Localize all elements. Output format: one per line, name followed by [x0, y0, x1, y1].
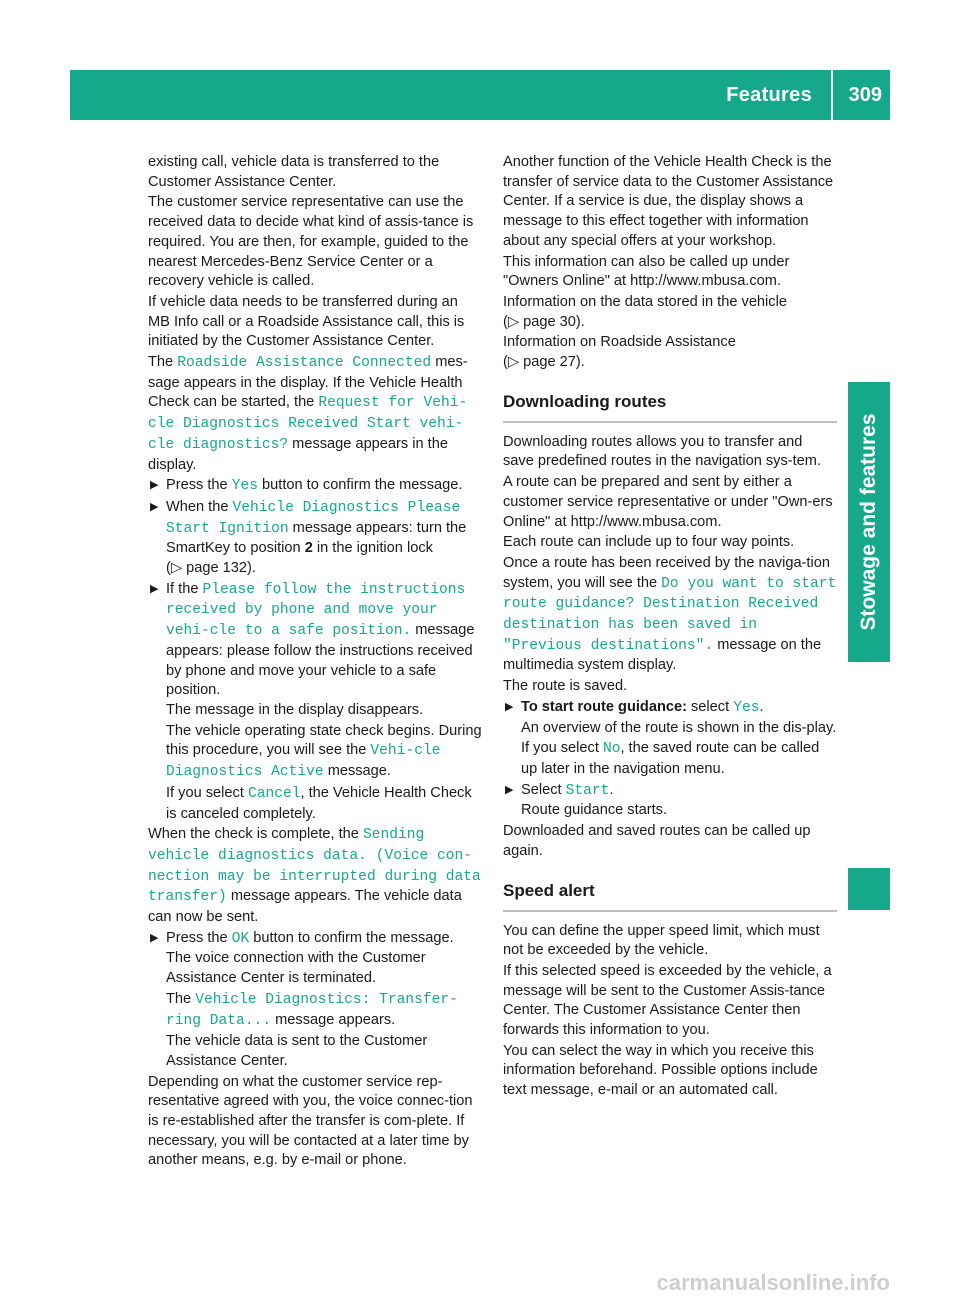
chapter-tab	[848, 382, 890, 662]
display-message: Roadside Assistance Connected	[177, 355, 432, 372]
paragraph	[503, 554, 837, 676]
step-detail	[148, 784, 482, 824]
paragraph: A route can be prepared and sent by either a customer service representative or under "Own-ers Online" at http://www.mbusa.com.	[503, 474, 833, 530]
step-detail: The vehicle data is sent to the Customer Assistance Center.	[166, 1033, 428, 1069]
paragraph: Downloaded and saved routes can be called up again.	[503, 823, 811, 859]
display-message: Vehi‐cle Diagnostics Active	[166, 743, 441, 781]
header-divider	[831, 70, 833, 120]
text: , the saved route can be called up later in the navigation menu.	[521, 740, 820, 777]
display-message: Start	[565, 782, 610, 799]
text: Once a route has been received by the naviga-tion system, you will see the	[503, 554, 830, 591]
text: , the Vehicle Health Check is canceled completely.	[166, 784, 472, 822]
paragraph: The customer service representative can use the received data to decide what kind of assis-tance is required. You are then, for example, guided to the nearest Mercedes-Benz Service Center or a recovery vehicle is called.	[148, 194, 474, 290]
chapter-marker	[848, 868, 890, 910]
text: If you select	[521, 740, 603, 757]
text: button to confirm the message.	[257, 477, 463, 494]
text: The vehicle operating state check begins. During this procedure, you will see the	[166, 722, 482, 759]
text: Information on Roadside Assistance	[503, 334, 736, 351]
text: message appears in the display.	[148, 435, 448, 473]
paragraph: Downloading routes allows you to transfer and save predefined routes in the navigation sys-tem.	[503, 433, 821, 470]
display-message: Sending vehicle diagnostics data. (Voice con‐nection may be interrupted during data transfer)	[148, 827, 481, 906]
paragraph	[503, 293, 837, 332]
page-reference[interactable]: (▷ page 30).	[503, 313, 585, 330]
page-number: 309	[848, 84, 882, 106]
paragraph: Each route can include up to four way points.	[503, 534, 795, 551]
text: select	[686, 698, 734, 715]
position-number: 2	[304, 540, 313, 557]
display-message: Vehicle Diagnostics Please Start Ignition	[166, 499, 461, 537]
text: Press the	[166, 477, 232, 494]
text: message.	[323, 763, 391, 780]
text: When the check is complete, the	[148, 826, 363, 843]
text: message appears.	[271, 1011, 396, 1028]
paragraph: existing call, vehicle data is transferred to the Customer Assistance Center.	[148, 154, 440, 190]
paragraph: Depending on what the customer service rep-resentative agreed with you, the voice connec-tion is re-established after the transfer is com-plete. If necessary, you will be contacted at a later time by another means, e.g. by e-mail or phone.	[148, 1073, 473, 1169]
text: .	[759, 698, 764, 715]
page-reference[interactable]: (▷ page 27).	[503, 354, 585, 371]
step-arrow-icon: ▶	[150, 582, 159, 595]
text: The message in the display disappears.	[166, 701, 424, 718]
step-detail	[148, 990, 482, 1031]
text: The voice connection with the Customer Assistance Center is terminated.	[166, 950, 426, 987]
display-message: Yes	[231, 478, 258, 495]
text: Information on the data stored in the vehicle	[503, 293, 787, 310]
step-arrow-icon: ▶	[150, 500, 159, 513]
step-arrow-icon: ▶	[150, 479, 159, 492]
display-message: Cancel	[247, 785, 301, 802]
text: If you select	[166, 784, 248, 801]
page-reference[interactable]: (▷ page 132).	[166, 560, 256, 577]
display-message: OK	[231, 930, 250, 947]
paragraph: The route is saved.	[503, 678, 628, 695]
text: The	[148, 354, 178, 371]
instruction-step	[148, 580, 482, 721]
chapter-tab-label: Stowage and features	[857, 413, 880, 631]
text: .	[609, 781, 614, 798]
display-message: No	[602, 741, 621, 758]
step-title: To start route guidance:	[521, 698, 687, 715]
text: Select	[521, 781, 566, 798]
text: When the	[166, 498, 233, 515]
instruction-step	[148, 929, 482, 989]
left-column	[148, 153, 482, 1172]
right-column	[503, 153, 837, 1102]
text: message appears. The vehicle data can now be sent.	[148, 888, 462, 926]
text: If the	[166, 580, 203, 597]
paragraph: If vehicle data needs to be transferred during an MB Info call or a Roadside Assistance call, this is initiated by the Customer Assistance Center.	[148, 293, 465, 350]
section-heading: Speed alert	[503, 880, 837, 912]
display-message: Vehicle Diagnostics: Transfer‐ring Data...	[166, 991, 458, 1029]
text: message appears: turn the SmartKey to position	[166, 519, 467, 557]
text: message appears: please follow the instructions received by phone and move your vehicle to a safe position.	[166, 622, 475, 699]
display-message: Please follow the instructions received by phone and move your vehi‐cle to a safe position.	[166, 581, 466, 640]
section-title: Features	[726, 84, 812, 106]
header-bar	[70, 70, 890, 120]
text: An overview of the route is shown in the dis-play.	[521, 719, 837, 736]
text: mes-sage appears in the display. If the Vehicle Health Check can be started, the	[148, 354, 468, 411]
instruction-step	[148, 498, 482, 579]
instruction-step	[503, 781, 837, 821]
text: Press the	[166, 929, 232, 946]
paragraph: If this selected speed is exceeded by the vehicle, a message will be sent to the Customer Assis-tance Center. The Customer Assistance Center then forwards this information to you.	[503, 962, 832, 1039]
step-detail	[148, 722, 482, 783]
section-heading: Downloading routes	[503, 391, 837, 423]
step-arrow-icon: ▶	[150, 931, 159, 944]
instruction-step	[148, 476, 482, 497]
watermark: carmanualsonline.info	[656, 1270, 890, 1295]
text: button to confirm the message.	[249, 929, 454, 946]
paragraph	[148, 353, 482, 475]
text: Route guidance starts.	[521, 802, 668, 819]
step-arrow-icon: ▶	[505, 700, 514, 713]
text: The	[166, 990, 196, 1007]
step-arrow-icon: ▶	[505, 783, 514, 796]
display-message: Request for Vehi‐cle Diagnostics Received Start vehi‐cle diagnostics?	[148, 395, 468, 453]
paragraph: Another function of the Vehicle Health Check is the transfer of service data to the Customer Assistance Center. If a service is due, the display shows a message to this effect together with information about any special offers at your workshop.	[503, 154, 834, 249]
paragraph: This information can also be called up under "Owners Online" at http://www.mbusa.com.	[503, 253, 790, 290]
paragraph	[503, 333, 837, 372]
display-message: Yes	[733, 699, 760, 716]
paragraph	[148, 825, 482, 928]
paragraph: You can define the upper speed limit, which must not be exceeded by the vehicle.	[503, 922, 820, 959]
text: in the ignition lock	[312, 540, 433, 557]
step-detail	[503, 739, 837, 779]
display-message: Do you want to start route guidance? Destination Received destination has been saved in "Previous destinations".	[503, 575, 837, 654]
instruction-step	[503, 698, 837, 738]
paragraph: You can select the way in which you receive this information beforehand. Possible options include text message, e-mail or an automated call.	[503, 1042, 818, 1099]
text: message on the multimedia system display.	[503, 636, 822, 674]
